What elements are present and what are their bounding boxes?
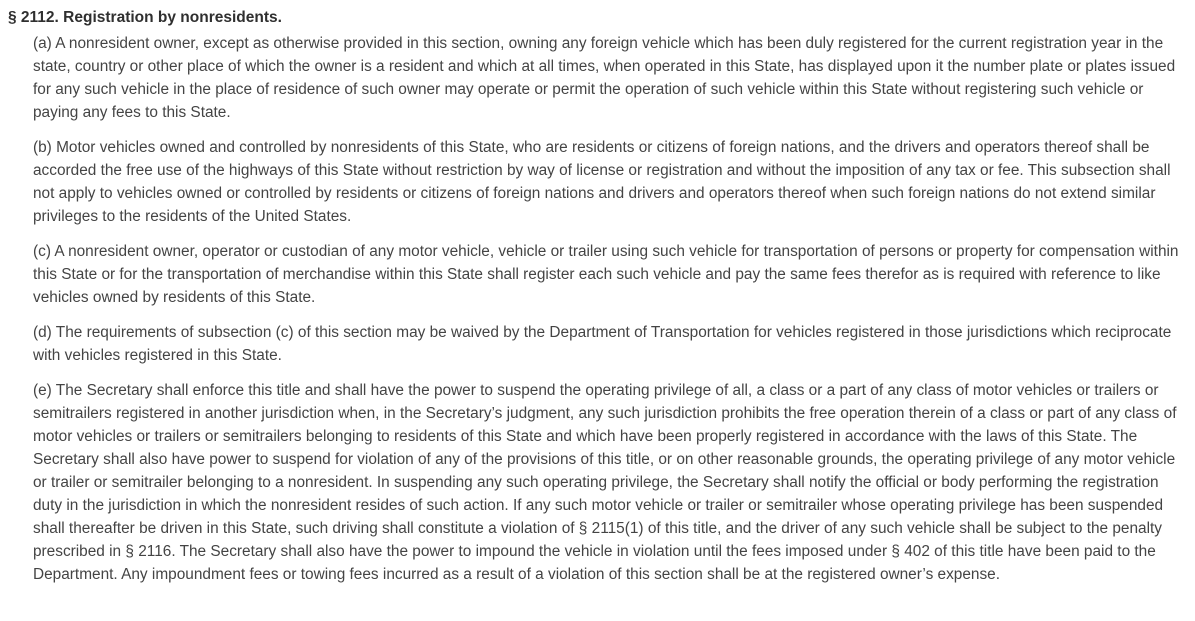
subsection-b: (b) Motor vehicles owned and controlled by nonresidents of this State, who are residents or citizens of foreign nations, and the drivers and operators thereof shall be accorded the free use of the highways of this State without restriction by way of license or registration and without the imposition of any tax or fee. This subsection shall not apply to vehicles owned or controlled by residents or citizens of foreign nations and drivers and operators thereof when such foreign nations do not extend similar privileges to the residents of the United States.: [33, 139, 1171, 225]
subsection-d: (d) The requirements of subsection (c) of this section may be waived by the Department of Transportation for vehicles registered in those jurisdictions which reciprocate with vehicles registered in this State.: [33, 324, 1172, 364]
subsection-a: (a) A nonresident owner, except as otherwise provided in this section, owning any foreign vehicle which has been duly registered for the current registration year in the state, country or other place of which the owner is a resident and which at all times, when operated in this State, has displayed upon it the number plate or plates issued for any such vehicle in the place of residence of such owner may operate or permit the operation of such vehicle within this State without registering such vehicle or paying any fees to this State.: [33, 35, 1176, 121]
section-heading: § 2112. Registration by nonresidents.: [8, 9, 282, 26]
subsection-c: (c) A nonresident owner, operator or custodian of any motor vehicle, vehicle or trailer using such vehicle for transportation of persons or property for compensation within this State or for the transportation of merchandise within this State shall register each such vehicle and pay the same fees therefor as is required with reference to like vehicles owned by residents of this State.: [33, 243, 1179, 306]
subsection-e: (e) The Secretary shall enforce this title and shall have the power to suspend the operating privilege of all, a class or a part of any class of motor vehicles or trailers or semitrailers registered in another jurisdiction when, in the Secretary’s judgment, any such jurisdiction prohibits the free operation therein of a class or part of any class of motor vehicles or trailers or semitrailers belonging to residents of this State and which have been properly registered in accordance with the laws of this State. The Secretary shall also have power to suspend for violation of any of the provisions of this title, or on other reasonable grounds, the operating privilege of any motor vehicle or trailer or semitrailer belonging to a nonresident. In suspending any such operating privilege, the Secretary shall notify the official or body performing the registration duty in the jurisdiction in which the nonresident resides of such action. If any such motor vehicle or trailer or semitrailer whose operating privilege has been suspended shall thereafter be driven in this State, such driving shall constitute a violation of § 2115(1) of this title, and the driver of any such vehicle shall be subject to the penalty prescribed in § 2116. The Secretary shall also have the power to impound the vehicle in violation until the fees imposed under § 402 of this title have been paid to the Department. Any impoundment fees or towing fees incurred as a result of a violation of this section shall be at the registered owner’s expense.: [33, 382, 1177, 583]
